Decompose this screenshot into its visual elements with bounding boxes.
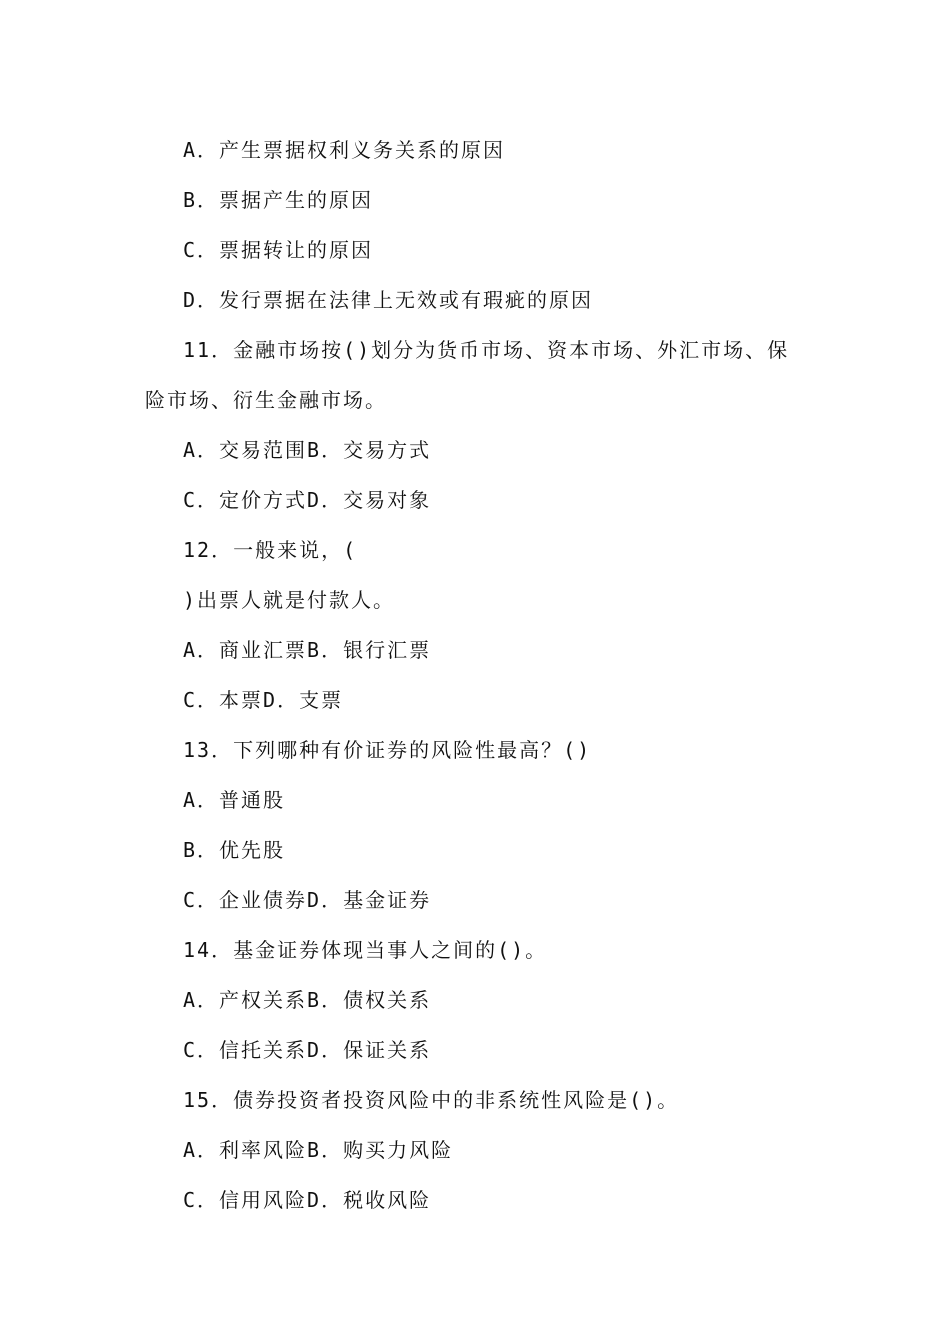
question-12-continuation: )出票人就是付款人。	[183, 588, 396, 612]
option-line: A．交易范围B．交易方式	[183, 438, 432, 462]
option-line: B．票据产生的原因	[183, 188, 374, 212]
option-line: A．普通股	[183, 788, 286, 812]
option-line: A．产生票据权利义务关系的原因	[183, 138, 506, 162]
option-line: C．信用风险D．税收风险	[183, 1188, 432, 1212]
question-11-line: 11．金融市场按()划分为货币市场、资本市场、外汇市场、保	[183, 338, 790, 362]
option-line: C．定价方式D．交易对象	[183, 488, 432, 512]
option-line: B．优先股	[183, 838, 286, 862]
option-line: A．产权关系B．债权关系	[183, 988, 432, 1012]
option-line: C．票据转让的原因	[183, 238, 374, 262]
option-line: A．商业汇票B．银行汇票	[183, 638, 432, 662]
question-11-continuation: 险市场、衍生金融市场。	[145, 388, 387, 412]
question-14-line: 14．基金证券体现当事人之间的()。	[183, 938, 548, 962]
question-12-line: 12．一般来说，(	[183, 538, 358, 562]
option-line: C．企业债券D．基金证券	[183, 888, 432, 912]
option-line: C．信托关系D．保证关系	[183, 1038, 432, 1062]
question-13-line: 13．下列哪种有价证券的风险性最高？()	[183, 738, 592, 762]
option-line: C．本票D．支票	[183, 688, 344, 712]
option-line: D．发行票据在法律上无效或有瑕疵的原因	[183, 288, 594, 312]
option-line: A．利率风险B．购买力风险	[183, 1138, 454, 1162]
question-15-line: 15．债券投资者投资风险中的非系统性风险是()。	[183, 1088, 680, 1112]
